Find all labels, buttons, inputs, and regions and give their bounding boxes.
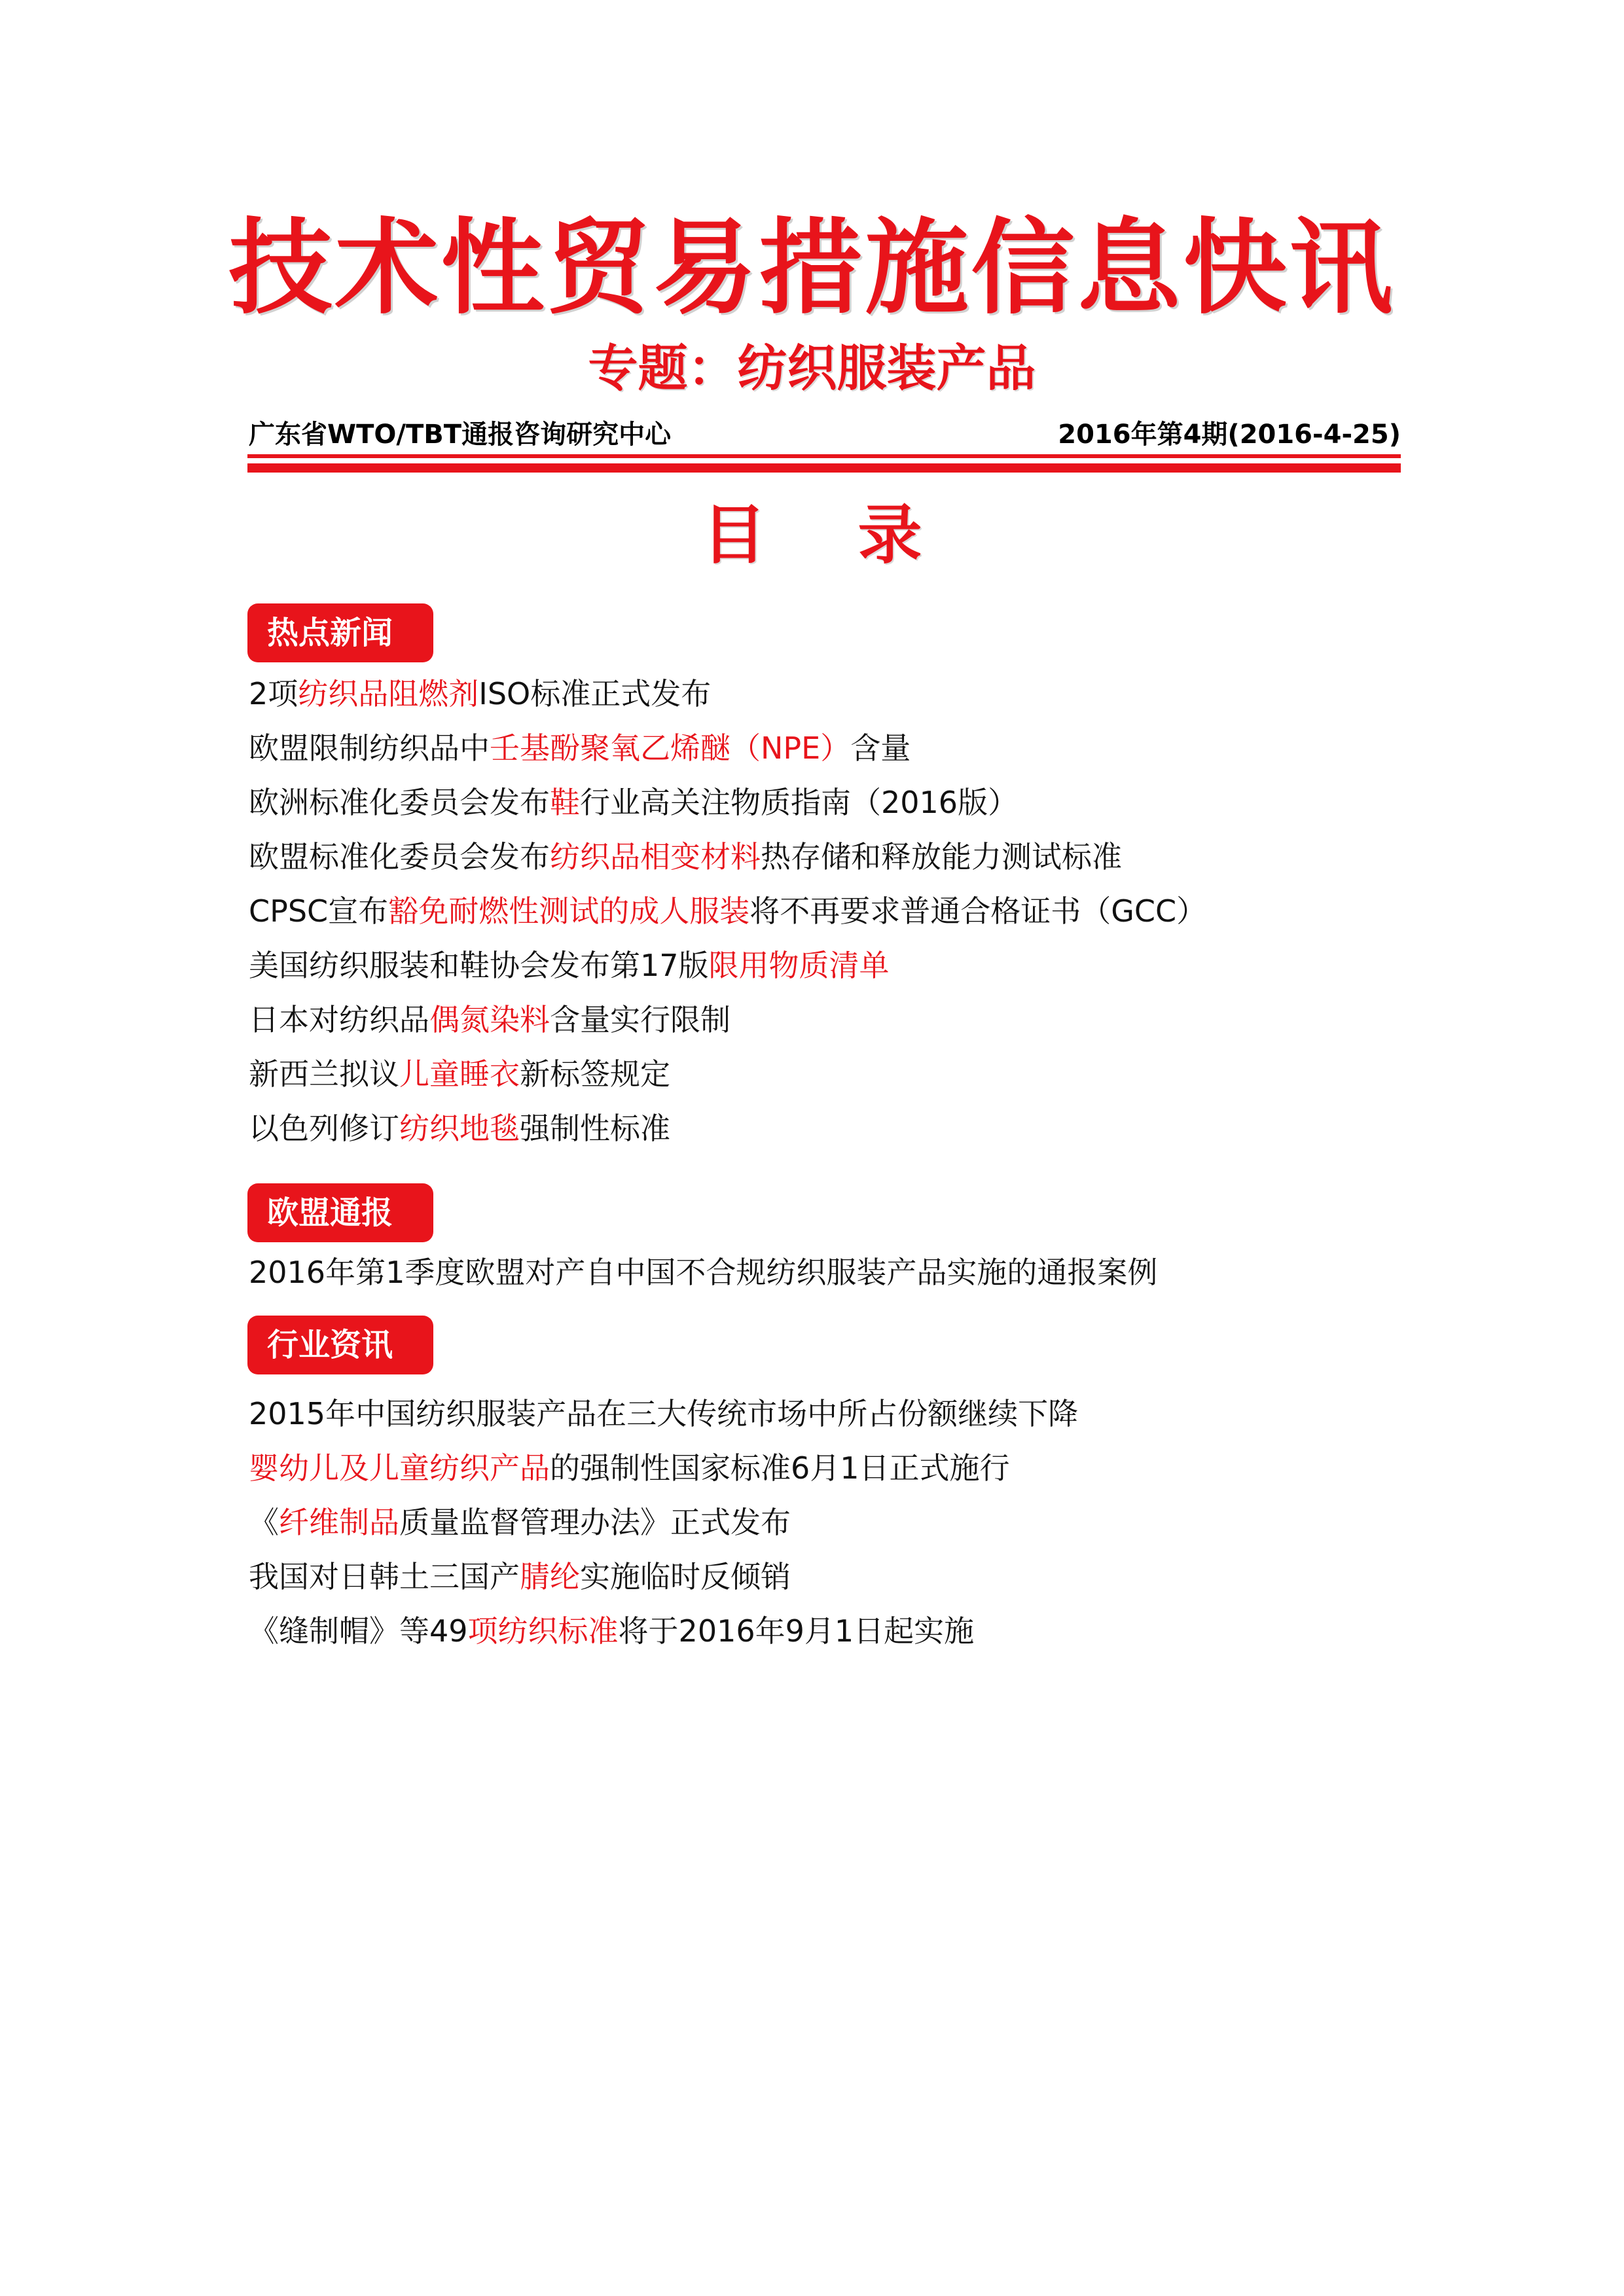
item-text: 日本对纺织品: [249, 1002, 429, 1037]
toc-item[interactable]: [249, 1253, 1157, 1292]
item-text: 新标签规定: [520, 1056, 670, 1092]
item-text: 强制性标准: [520, 1111, 670, 1146]
item-text: 质量监督管理办法》正式发布: [399, 1505, 791, 1540]
item-text: 的强制性国家标准6月1日正式施行: [550, 1450, 1010, 1486]
subtitle: 专题：纺织服装产品: [588, 339, 1036, 397]
header-rule-thin: [247, 454, 1401, 458]
info-line: [249, 414, 1401, 453]
item-text-highlight: 纺织品相变材料: [550, 839, 761, 874]
toc-item[interactable]: [249, 1394, 1078, 1433]
item-text-highlight: 限用物质清单: [708, 948, 890, 983]
main-title: 技术性贸易措施信息快讯: [228, 208, 1396, 329]
item-text-highlight: 腈纶: [520, 1559, 580, 1594]
item-text-highlight: 鞋: [550, 785, 580, 820]
item-text: 含量实行限制: [550, 1002, 731, 1037]
item-text: 新西兰拟议: [249, 1056, 399, 1092]
item-text: ISO标准正式发布: [478, 676, 712, 711]
toc-item[interactable]: [249, 728, 911, 768]
toc-item[interactable]: [249, 837, 1122, 876]
toc-item[interactable]: [249, 1448, 1010, 1488]
item-text: 2016年第1季度欧盟对产自中国不合规纺织服装产品实施的通报案例: [249, 1255, 1158, 1290]
item-text-highlight: 纺织地毯: [399, 1111, 520, 1146]
item-text: 美国纺织服装和鞋协会发布第17版: [249, 948, 709, 983]
item-text: 将不再要求普通合格证书（GCC）: [749, 893, 1207, 929]
toc-item[interactable]: [249, 1611, 974, 1651]
item-text: 我国对日韩土三国产: [249, 1559, 520, 1594]
item-text: CPSC宣布: [249, 893, 389, 929]
toc-item[interactable]: [249, 674, 711, 713]
toc-item[interactable]: [249, 1000, 731, 1039]
item-text-highlight: 偶氮染料: [429, 1002, 550, 1037]
item-text: 行业高关注物质指南（2016版）: [580, 785, 1019, 820]
toc-item[interactable]: [249, 1109, 670, 1148]
item-text: 《: [249, 1505, 279, 1540]
section-badge-industry-news: 行业资讯: [247, 1316, 433, 1374]
item-text: 2015年中国纺织服装产品在三大传统市场中所占份额继续下降: [249, 1396, 1079, 1431]
item-text-highlight: 婴幼儿及儿童纺织产品: [249, 1450, 550, 1486]
toc-title: 目录: [702, 498, 1014, 573]
section-badge-hot-news: 热点新闻: [247, 603, 433, 662]
item-text-highlight: 儿童睡衣: [399, 1056, 520, 1092]
item-text-highlight: 项纺织标准: [467, 1613, 619, 1649]
item-text: 《缝制帽》等49: [249, 1613, 468, 1649]
toc-item[interactable]: [249, 1503, 791, 1542]
item-text-highlight: 纤维制品: [279, 1505, 399, 1540]
item-text: 2项: [249, 676, 298, 711]
item-text: 热存储和释放能力测试标准: [761, 839, 1122, 874]
item-text: 以色列修订: [249, 1111, 399, 1146]
item-text-highlight: 纺织品阻燃剂: [298, 676, 479, 711]
item-text: 欧盟限制纺织品中: [249, 730, 490, 766]
item-text: 含量: [850, 730, 911, 766]
item-text-highlight: 豁免耐燃性测试的成人服装: [388, 893, 750, 929]
issue-number: 2016年第4期(2016-4-25): [1058, 420, 1401, 450]
header-rule-thick: [247, 463, 1401, 473]
item-text: 实施临时反倾销: [580, 1559, 791, 1594]
organization-name: 广东省WTO/TBT通报咨询研究中心: [249, 420, 672, 450]
toc-item[interactable]: [249, 1054, 670, 1094]
item-text: 欧盟标准化委员会发布: [249, 839, 550, 874]
item-text: 欧洲标准化委员会发布: [249, 785, 550, 820]
item-text-highlight: 壬基酚聚氧乙烯醚（NPE）: [490, 730, 851, 766]
toc-item[interactable]: [249, 1557, 791, 1596]
item-text: 将于2016年9月1日起实施: [618, 1613, 975, 1649]
toc-item[interactable]: [249, 783, 1018, 822]
section-badge-eu-notification: 欧盟通报: [247, 1183, 433, 1242]
toc-item[interactable]: [249, 946, 890, 985]
toc-item[interactable]: [249, 891, 1206, 931]
